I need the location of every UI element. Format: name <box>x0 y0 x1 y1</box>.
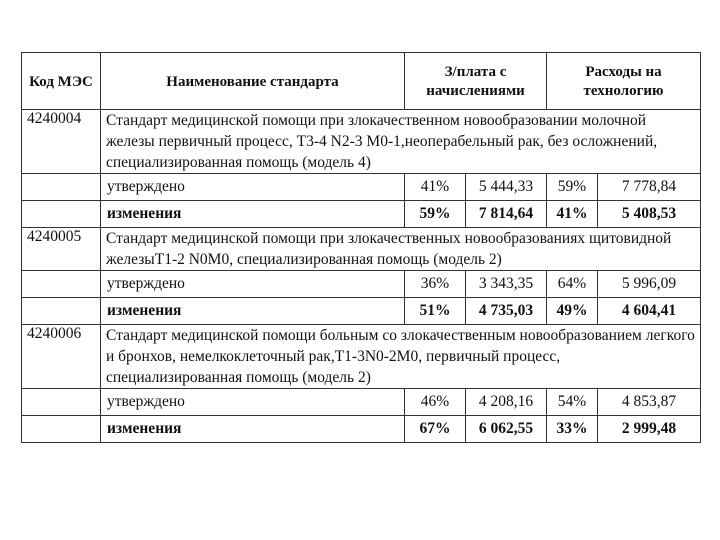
standard-description: Стандарт медицинской помощи при злокачественных новообразованиях щитовидной железыТ1-2 N0M0, специализированная помощь (модель 2) <box>101 228 701 271</box>
changes-row <box>22 298 701 325</box>
approved-row <box>22 389 701 416</box>
tech-sum: 2 999,48 <box>598 416 701 443</box>
changes-label: изменения <box>101 416 405 443</box>
tech-pct: 59% <box>547 174 598 201</box>
salary-sum: 4 735,03 <box>466 298 547 325</box>
header-tech: Расходы на технологию <box>547 53 701 110</box>
standard-code: 4240004 <box>22 110 101 174</box>
approved-label: утверждено <box>101 271 405 298</box>
salary-sum: 3 343,35 <box>466 271 547 298</box>
empty-cell <box>22 389 101 416</box>
tech-pct: 49% <box>547 298 598 325</box>
empty-cell <box>22 271 101 298</box>
salary-pct: 41% <box>405 174 466 201</box>
salary-pct: 51% <box>405 298 466 325</box>
standard-code: 4240005 <box>22 228 101 271</box>
salary-sum: 6 062,55 <box>466 416 547 443</box>
standards-table <box>21 52 701 443</box>
standard-description: Стандарт медицинской помощи больным со злокачественным новообразованием легкого и бронхов, немелкоклеточный рак,Т1-3N0-2M0, первичный процесс, специализированная помощь (модель 2) <box>101 325 701 389</box>
standard-code: 4240006 <box>22 325 101 389</box>
salary-sum: 4 208,16 <box>466 389 547 416</box>
salary-pct: 67% <box>405 416 466 443</box>
approved-label: утверждено <box>101 389 405 416</box>
tech-sum: 4 853,87 <box>598 389 701 416</box>
approved-label: утверждено <box>101 174 405 201</box>
approved-row <box>22 271 701 298</box>
salary-sum: 7 814,64 <box>466 201 547 228</box>
salary-pct: 36% <box>405 271 466 298</box>
standard-row <box>22 110 701 174</box>
approved-row <box>22 174 701 201</box>
changes-row <box>22 201 701 228</box>
empty-cell <box>22 201 101 228</box>
header-code: Код МЭС <box>22 53 101 110</box>
empty-cell <box>22 416 101 443</box>
tech-sum: 4 604,41 <box>598 298 701 325</box>
tech-sum: 7 778,84 <box>598 174 701 201</box>
tech-pct: 64% <box>547 271 598 298</box>
tech-pct: 54% <box>547 389 598 416</box>
changes-row <box>22 416 701 443</box>
changes-label: изменения <box>101 298 405 325</box>
changes-label: изменения <box>101 201 405 228</box>
header-row <box>22 53 701 110</box>
tech-sum: 5 996,09 <box>598 271 701 298</box>
salary-pct: 46% <box>405 389 466 416</box>
standard-description: Стандарт медицинской помощи при злокачественном новообразовании молочной железы первичный процесс, Т3-4 N2-3 M0-1,неоперабельный рак, без осложнений, специализированная помощь (модель 4) <box>101 110 701 174</box>
header-name: Наименование стандарта <box>101 53 405 110</box>
header-salary: З/плата с начислениями <box>405 53 547 110</box>
standard-row <box>22 325 701 389</box>
tech-sum: 5 408,53 <box>598 201 701 228</box>
salary-sum: 5 444,33 <box>466 174 547 201</box>
empty-cell <box>22 174 101 201</box>
tech-pct: 33% <box>547 416 598 443</box>
empty-cell <box>22 298 101 325</box>
salary-pct: 59% <box>405 201 466 228</box>
standard-row <box>22 228 701 271</box>
tech-pct: 41% <box>547 201 598 228</box>
